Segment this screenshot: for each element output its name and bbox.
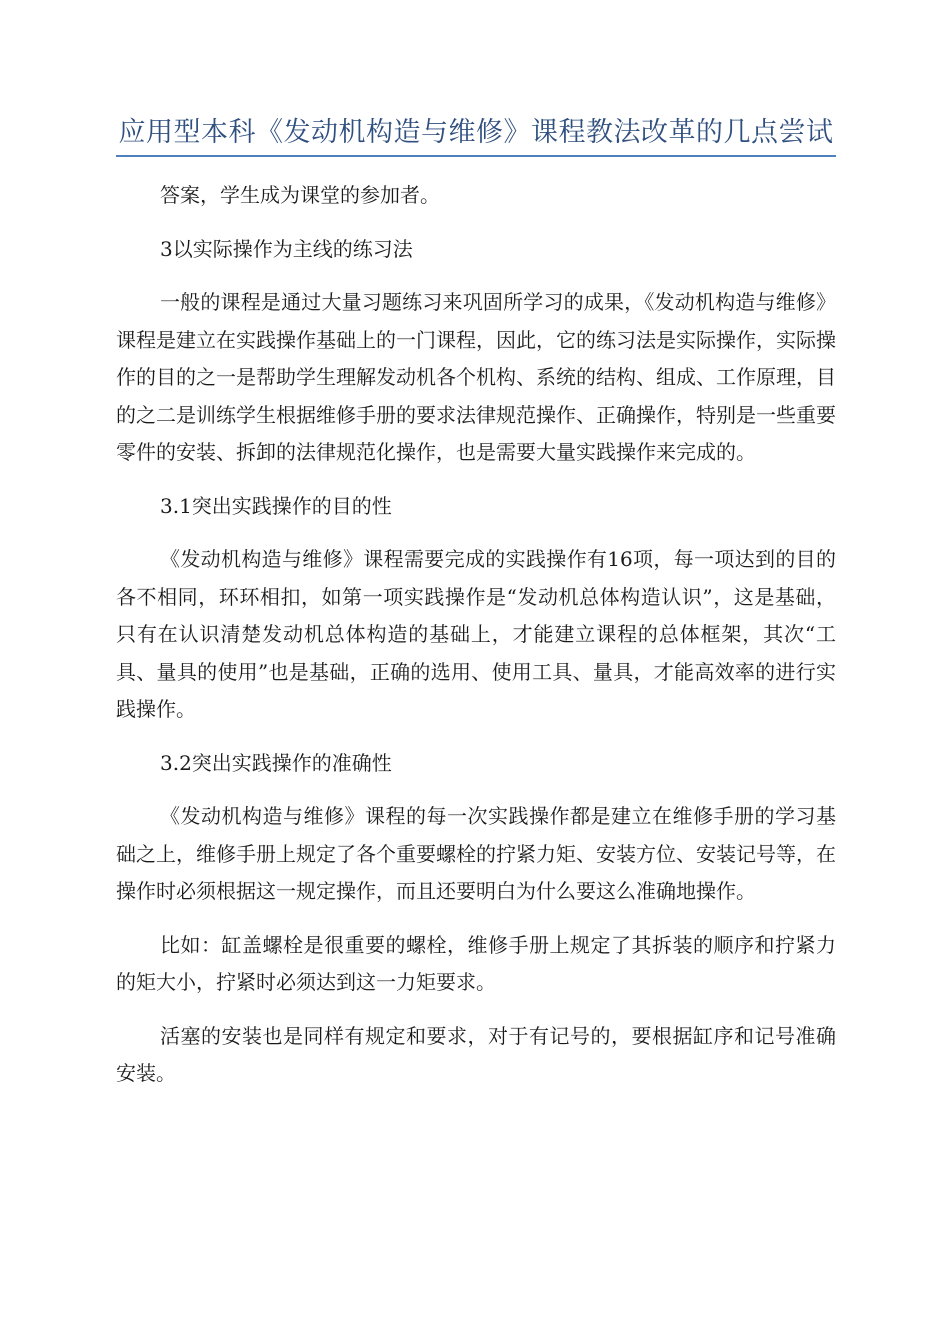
body-paragraph: 比如：缸盖螺栓是很重要的螺栓，维修手册上规定了其拆装的顺序和拧紧力的矩大小，拧紧时必须达到这一力矩要求。 xyxy=(116,932,836,994)
body-paragraph: 活塞的安装也是同样有规定和要求，对于有记号的，要根据缸序和记号准确安装。 xyxy=(116,1023,836,1085)
body-paragraph: 《发动机构造与维修》课程的每一次实践操作都是建立在维修手册的学习基础之上，维修手册上规定了各个重要螺栓的拧紧力矩、安装方位、安装记号等，在操作时必须根据这一规定操作，而且还要明白为什么要这么准确地操作。 xyxy=(116,804,836,903)
title-divider xyxy=(116,155,836,157)
section-heading: 3.1突出实践操作的目的性 xyxy=(160,493,392,518)
document-title: 应用型本科《发动机构造与维修》课程教法改革的几点尝试 xyxy=(118,117,834,148)
document-page xyxy=(116,0,836,1109)
section-heading: 3.2突出实践操作的准确性 xyxy=(160,750,392,775)
body-paragraph: 答案，学生成为课堂的参加者。 xyxy=(160,183,440,207)
document-body xyxy=(116,177,836,1093)
body-paragraph: 一般的课程是通过大量习题练习来巩固所学习的成果，《发动机构造与维修》课程是建立在实践操作基础上的一门课程，因此，它的练习法是实际操作，实际操作的目的之一是帮助学生理解发动机各个机构、系统的结构、组成、工作原理，目的之二是训练学生根据维修手册的要求法律规范操作、正确操作，特别是一些重要零件的安装、拆卸的法律规范化操作，也是需要大量实践操作来完成的。 xyxy=(116,290,836,464)
body-paragraph: 《发动机构造与维修》课程需要完成的实践操作有16项，每一项达到的目的各不相同，环环相扣，如第一项实践操作是“发动机总体构造认识”，这是基础，只有在认识清楚发动机总体构造的基础上，才能建立课程的总体框架，其次“工具、量具的使用”也是基础，正确的选用、使用工具、量具，才能高效率的进行实践操作。 xyxy=(116,547,836,721)
section-heading: 3以实际操作为主线的练习法 xyxy=(160,236,413,261)
